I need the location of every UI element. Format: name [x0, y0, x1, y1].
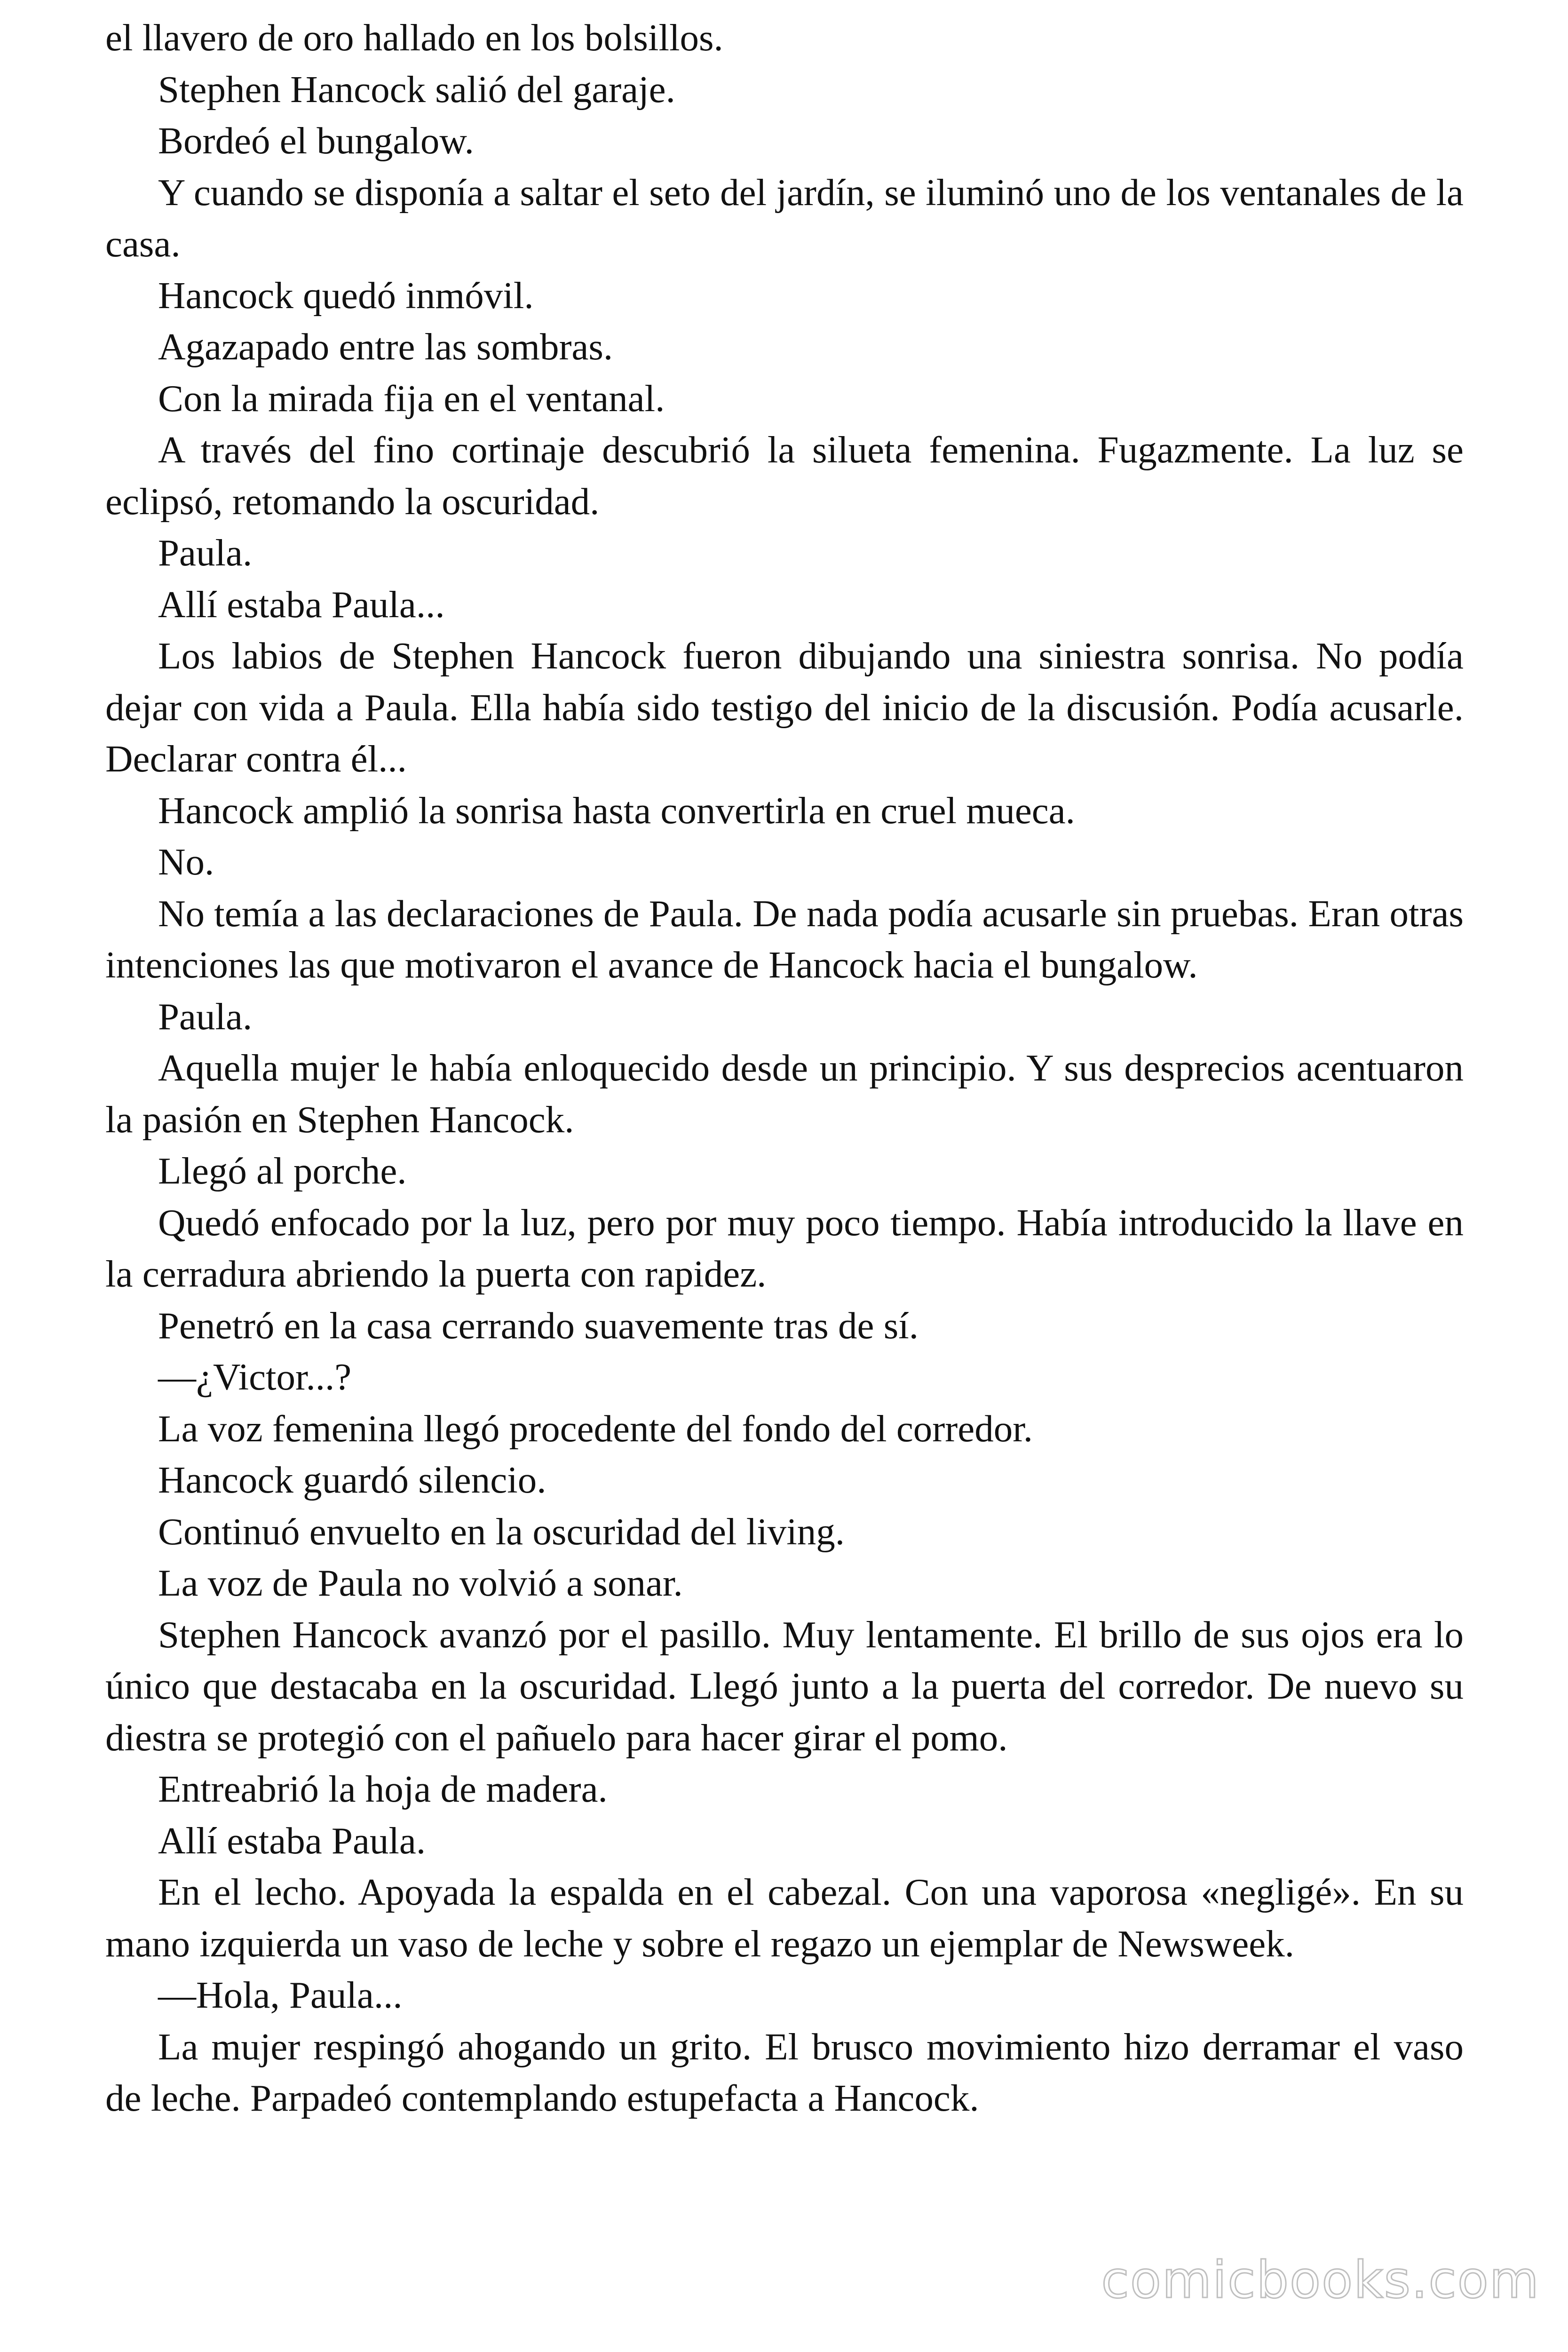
paragraph: La voz de Paula no volvió a sonar. [158, 1562, 683, 1604]
paragraph: Paula. [158, 532, 253, 574]
paragraph: Bordeó el bungalow. [158, 119, 474, 162]
paragraph: A través del fino cortinaje descubrió la silueta femenina. Fugazmente. La luz se eclipsó, retomando la oscuridad. [105, 429, 1464, 523]
paragraph: Con la mirada fija en el ventanal. [158, 377, 665, 420]
paragraph: —Hola, Paula... [158, 1974, 403, 2016]
paragraph: Quedó enfocado por la luz, pero por muy poco tiempo. Había introducido la llave en la cerradura abriendo la puerta con rapidez. [105, 1201, 1464, 1295]
paragraph: No. [158, 841, 214, 883]
paragraph: Entreabrió la hoja de madera. [158, 1768, 608, 1810]
paragraph: Agazapado entre las sombras. [158, 326, 613, 368]
paragraph: —¿Victor...? [158, 1356, 352, 1398]
paragraph: Llegó al porche. [158, 1150, 407, 1192]
watermark: comicbooks.com [1101, 2251, 1540, 2310]
paragraph: Y cuando se disponía a saltar el seto del jardín, se iluminó uno de los ventanales de la casa. [105, 171, 1464, 265]
paragraph: No temía a las declaraciones de Paula. De nada podía acusarle sin pruebas. Eran otras intenciones las que motivaron el avance de Hancock hacia el bungalow. [105, 892, 1464, 986]
paragraph: En el lecho. Apoyada la espalda en el cabezal. Con una vaporosa «negligé». En su mano izquierda un vaso de leche y sobre el regazo un ejemplar de Newsweek. [105, 1871, 1464, 1965]
paragraph: Hancock quedó inmóvil. [158, 274, 534, 317]
paragraph: La voz femenina llegó procedente del fondo del corredor. [158, 1407, 1033, 1450]
paragraph: Stephen Hancock avanzó por el pasillo. Muy lentamente. El brillo de sus ojos era lo único que destacaba en la oscuridad. Llegó junto a la puerta del corredor. De nuevo su diestra se protegió con el pañuelo para hacer girar el pomo. [105, 1613, 1464, 1759]
paragraph: Penetró en la casa cerrando suavemente tras de sí. [158, 1304, 919, 1347]
paragraph: Paula. [158, 995, 253, 1038]
paragraph: Continuó envuelto en la oscuridad del living. [158, 1510, 845, 1553]
paragraph: Hancock guardó silencio. [158, 1459, 546, 1501]
paragraph: Aquella mujer le había enloquecido desde un principio. Y sus desprecios acentuaron la pasión en Stephen Hancock. [105, 1047, 1464, 1141]
paragraph: el llavero de oro hallado en los bolsillos. [105, 16, 723, 59]
paragraph: La mujer respingó ahogando un grito. El brusco movimiento hizo derramar el vaso de leche. Parpadeó contemplando estupefacta a Hancock. [105, 2025, 1464, 2119]
paragraph: Allí estaba Paula... [158, 583, 445, 626]
paragraph: Los labios de Stephen Hancock fueron dibujando una siniestra sonrisa. No podía dejar con vida a Paula. Ella había sido testigo del inicio de la discusión. Podía acusarle. Declarar contra él... [105, 635, 1464, 780]
paragraph: Stephen Hancock salió del garaje. [158, 68, 675, 111]
body-text [105, 12, 1464, 2124]
paragraph: Hancock amplió la sonrisa hasta convertirla en cruel mueca. [158, 789, 1075, 832]
paragraph: Allí estaba Paula. [158, 1819, 426, 1862]
